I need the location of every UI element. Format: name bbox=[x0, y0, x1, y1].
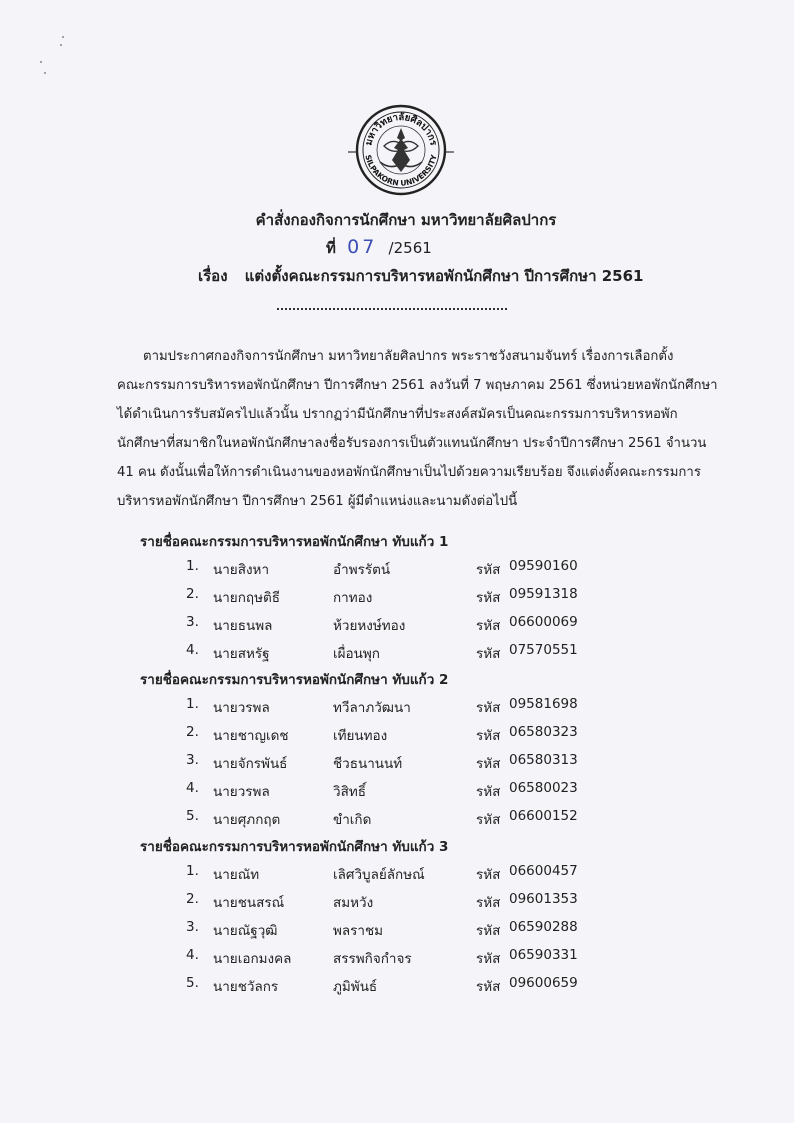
member-number: 1. bbox=[186, 558, 199, 574]
member-surname: เผื่อนพุก bbox=[333, 646, 380, 662]
member-code-label: รหัส bbox=[476, 562, 501, 578]
paragraph-line: คณะกรรมการบริหารหอพักนักศึกษา ปีการศึกษา 2561 ลงวันที่ 7 พฤษภาคม 2561 ซึ่งหน่วยหอพักนักศึกษา bbox=[117, 378, 718, 393]
member-code-label: รหัส bbox=[476, 756, 501, 772]
member-code: 09590160 bbox=[509, 558, 578, 574]
member-surname: ทวีลาภวัฒนา bbox=[333, 700, 411, 716]
member-name: นายชวัลกร bbox=[213, 979, 279, 995]
order-subject bbox=[198, 264, 643, 288]
scan-speck bbox=[40, 61, 42, 63]
scan-speck bbox=[62, 36, 64, 38]
member-name: นายวรพล bbox=[213, 784, 270, 800]
member-surname: ภูมิพันธ์ bbox=[333, 979, 378, 995]
paragraph-line: ได้ดำเนินการรับสมัครไปแล้วนั้น ปรากฏว่ามีนักศึกษาที่ประสงค์สมัครเป็นคณะกรรมการบริหารหอพัก bbox=[117, 407, 678, 422]
member-code: 06590288 bbox=[509, 919, 578, 935]
member-number: 3. bbox=[186, 614, 199, 630]
committee-group-title: รายชื่อคณะกรรมการบริหารหอพักนักศึกษา ทับแก้ว 3 bbox=[140, 839, 449, 855]
member-surname: ขำเกิด bbox=[333, 812, 372, 828]
member-code: 06600457 bbox=[509, 863, 578, 879]
member-code-label: รหัส bbox=[476, 867, 501, 883]
member-surname: สมหวัง bbox=[333, 895, 374, 911]
member-name: นายเอกมงคล bbox=[213, 951, 292, 967]
member-name: นายณัฐวุฒิ bbox=[213, 923, 278, 939]
member-number: 2. bbox=[186, 586, 199, 602]
member-code: 06580323 bbox=[509, 724, 578, 740]
paragraph-line: 41 คน ดังนั้นเพื่อให้การดำเนินงานของหอพักนักศึกษาเป็นไปด้วยความเรียบร้อย จึงแต่งตั้งคณะกรรมการ bbox=[117, 465, 701, 480]
order-number-handwritten: 07 bbox=[347, 236, 378, 258]
member-surname: สรรพกิจกำจร bbox=[333, 951, 412, 967]
member-number: 4. bbox=[186, 642, 199, 658]
order-subject-text: แต่งตั้งคณะกรรมการบริหารหอพักนักศึกษา ปีการศึกษา 2561 bbox=[244, 267, 644, 285]
body-paragraph bbox=[117, 342, 718, 516]
member-code: 09591318 bbox=[509, 586, 578, 602]
member-number: 4. bbox=[186, 780, 199, 796]
member-code-label: รหัส bbox=[476, 923, 501, 939]
member-code: 06590331 bbox=[509, 947, 578, 963]
member-code-label: รหัส bbox=[476, 728, 501, 744]
member-name: นายสหรัฐ bbox=[213, 646, 270, 662]
member-code-label: รหัส bbox=[476, 979, 501, 995]
member-number: 5. bbox=[186, 975, 199, 991]
order-number bbox=[326, 236, 432, 260]
member-number: 3. bbox=[186, 919, 199, 935]
seal-arc-text: มหาวิทยาลัยศิลปากร bbox=[363, 111, 439, 147]
dotted-divider bbox=[277, 308, 507, 310]
member-code: 06600069 bbox=[509, 614, 578, 630]
member-surname: เลิศวิบูลย์ลักษณ์ bbox=[333, 867, 425, 883]
member-name: นายสิงหา bbox=[213, 562, 270, 578]
member-code-label: รหัส bbox=[476, 812, 501, 828]
member-number: 5. bbox=[186, 808, 199, 824]
member-surname: ชีวธนานนท์ bbox=[333, 756, 403, 772]
member-name: นายชาญเดช bbox=[213, 728, 289, 744]
member-name: นายศุภกฤต bbox=[213, 812, 281, 828]
member-code: 09581698 bbox=[509, 696, 578, 712]
member-number: 4. bbox=[186, 947, 199, 963]
scan-speck bbox=[44, 72, 46, 74]
member-name: นายชนสรณ์ bbox=[213, 895, 285, 911]
member-code-label: รหัส bbox=[476, 590, 501, 606]
member-number: 3. bbox=[186, 752, 199, 768]
member-code-label: รหัส bbox=[476, 895, 501, 911]
member-name: นายธนพล bbox=[213, 618, 273, 634]
order-number-label: ที่ bbox=[326, 239, 336, 257]
member-name: นายจักรพันธ์ bbox=[213, 756, 288, 772]
member-surname: พลราชม bbox=[333, 923, 384, 939]
member-name: นายวรพล bbox=[213, 700, 270, 716]
member-code: 09601353 bbox=[509, 891, 578, 907]
member-code-label: รหัส bbox=[476, 951, 501, 967]
member-code-label: รหัส bbox=[476, 646, 501, 662]
member-code: 09600659 bbox=[509, 975, 578, 991]
paragraph-line: บริหารหอพักนักศึกษา ปีการศึกษา 2561 ผู้มีตำแหน่งและนามดังต่อไปนี้ bbox=[117, 494, 518, 509]
scan-speck bbox=[60, 44, 62, 46]
member-surname: กาทอง bbox=[333, 590, 373, 606]
member-surname: เทียนทอง bbox=[333, 728, 388, 744]
member-code-label: รหัส bbox=[476, 700, 501, 716]
university-seal-icon bbox=[344, 98, 458, 198]
member-surname: อำพรรัตน์ bbox=[333, 562, 391, 578]
order-title: คำสั่งกองกิจการนักศึกษา มหาวิทยาลัยศิลปากร bbox=[255, 211, 557, 229]
member-number: 2. bbox=[186, 891, 199, 907]
member-number: 1. bbox=[186, 863, 199, 879]
member-code: 06580023 bbox=[509, 780, 578, 796]
member-surname: ห้วยหงษ์ทอง bbox=[333, 618, 406, 634]
order-subject-label: เรื่อง bbox=[198, 267, 228, 285]
member-code-label: รหัส bbox=[476, 618, 501, 634]
committee-group-title: รายชื่อคณะกรรมการบริหารหอพักนักศึกษา ทับแก้ว 2 bbox=[140, 672, 449, 688]
member-code-label: รหัส bbox=[476, 784, 501, 800]
order-number-year: /2561 bbox=[388, 239, 432, 257]
member-code: 06600152 bbox=[509, 808, 578, 824]
member-surname: วิสิทธิ์ bbox=[333, 784, 366, 800]
member-name: นายกฤษติธี bbox=[213, 590, 280, 606]
member-code: 06580313 bbox=[509, 752, 578, 768]
paragraph-line: นักศึกษาที่สมาชิกในหอพักนักศึกษาลงชื่อรับรองการเป็นตัวแทนนักศึกษา ประจำปีการศึกษา 2561 จำนวน bbox=[117, 436, 707, 451]
member-name: นายณัท bbox=[213, 867, 260, 883]
seal-bottom-text: SILPAKORN UNIVERSITY bbox=[363, 153, 439, 188]
committee-group-title: รายชื่อคณะกรรมการบริหารหอพักนักศึกษา ทับแก้ว 1 bbox=[140, 534, 449, 550]
member-number: 1. bbox=[186, 696, 199, 712]
paragraph-line: ตามประกาศกองกิจการนักศึกษา มหาวิทยาลัยศิลปากร พระราชวังสนามจันทร์ เรื่องการเลือกตั้ง bbox=[143, 349, 674, 364]
member-code: 07570551 bbox=[509, 642, 578, 658]
member-number: 2. bbox=[186, 724, 199, 740]
